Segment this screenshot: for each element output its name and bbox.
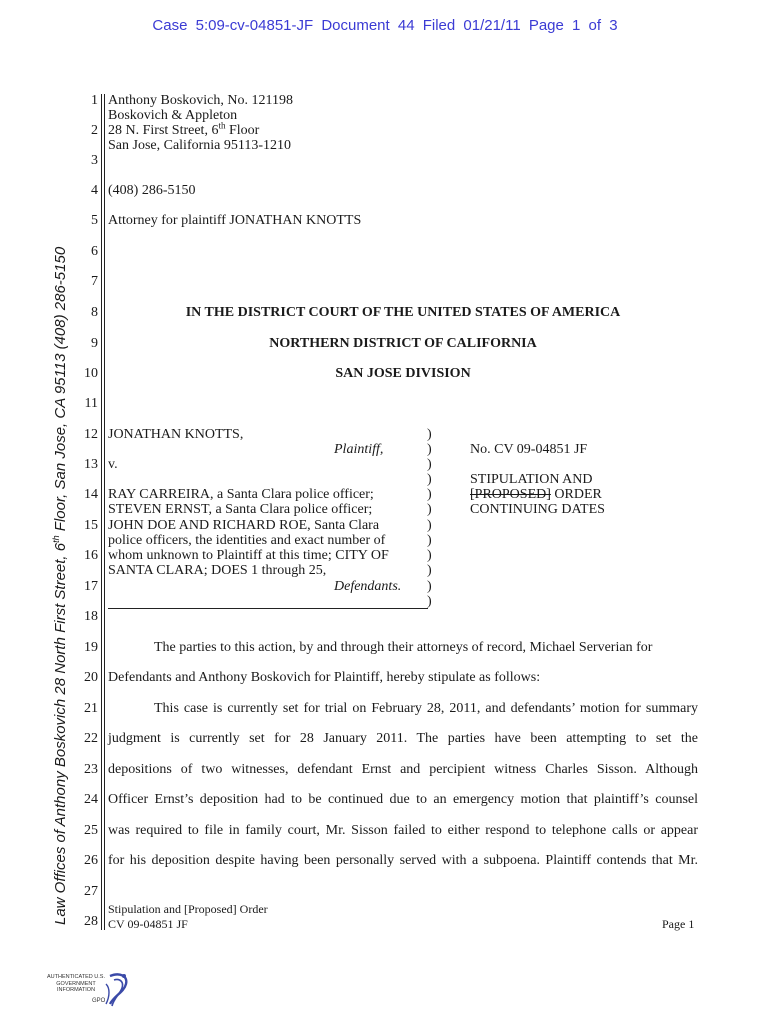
court-division: SAN JOSE DIVISION (335, 366, 471, 381)
sidebar-text: Law Offices of Anthony Boskovich 28 North First Street, 6 (52, 542, 69, 925)
line-number: 11 (84, 396, 98, 411)
footer-case: CV 09-04851 JF (108, 917, 188, 931)
eagle-icon (40, 970, 140, 1012)
attorney-name: Anthony Boskovich, No. 121198 (108, 93, 293, 108)
line-number: 22 (84, 731, 98, 746)
line-number: 16 (84, 548, 98, 563)
caption-paren: ) (427, 563, 432, 578)
document-title-line2 (470, 487, 602, 503)
defendant-line: STEVEN ERNST, a Santa Clara police officer; (108, 502, 373, 517)
body-line: The parties to this action, by and through their attorneys of record, Michael Serverian for (154, 640, 653, 655)
line-number: 21 (84, 701, 98, 716)
line-number: 25 (84, 823, 98, 838)
sidebar-text-end: Floor, San Jose, CA 95113 (408) 286-5150 (52, 246, 69, 536)
defendant-line: SANTA CLARA; DOES 1 through 25, (108, 563, 327, 578)
line-number: 9 (91, 336, 98, 351)
case-number: No. CV 09-04851 JF (470, 442, 588, 457)
gpo-label: GPO (92, 998, 106, 1004)
line-number: 28 (84, 914, 98, 929)
line-number: 18 (84, 609, 98, 624)
caption-paren: ) (427, 442, 432, 457)
attorney-firm: Boskovich & Appleton (108, 108, 238, 123)
caption-paren: ) (427, 487, 432, 502)
defendant-line: RAY CARREIRA, a Santa Clara police officer; (108, 487, 374, 502)
caption-paren: ) (427, 472, 432, 487)
caption-paren: ) (427, 502, 432, 517)
line-number: 26 (84, 853, 98, 868)
footer-title: Stipulation and [Proposed] Order (108, 902, 268, 916)
body-line: Defendants and Anthony Boskovich for Plaintiff, hereby stipulate as follows: (108, 670, 541, 685)
line-number: 24 (84, 792, 98, 807)
line-number: 1 (91, 93, 98, 108)
caption-paren: ) (427, 533, 432, 548)
plaintiff-label: Plaintiff, (334, 442, 384, 457)
sidebar-sup: th (51, 535, 61, 543)
body-line: judgment is currently set for 28 January 2011. The parties have been attempting to set the (108, 731, 698, 746)
line-number: 6 (91, 244, 98, 259)
body-line: was required to file in family court, Mr. Sisson failed to either respond to telephone calls or appear (108, 823, 698, 838)
versus: v. (108, 457, 118, 472)
line-number: 10 (84, 366, 98, 381)
gpo-logo (40, 970, 140, 1012)
line-number: 13 (84, 457, 98, 472)
footer-page: Page 1 (662, 917, 695, 931)
attorney-street (108, 120, 260, 139)
attorney-city: San Jose, California 95113-1210 (108, 138, 292, 153)
line-number: 8 (91, 305, 98, 320)
caption-paren: ) (427, 457, 432, 472)
body-line: Officer Ernst’s deposition had to be continued due to an emergency motion that plaintiff’s counsel (108, 792, 698, 807)
line-number: 12 (84, 427, 98, 442)
body-line: for his deposition despite having been personally served with a subpoena. Plaintiff contends that Mr. (108, 853, 698, 868)
caption-paren: ) (427, 427, 432, 442)
line-number: 5 (91, 213, 98, 228)
street-sup: th (218, 120, 226, 131)
document-title-line3: CONTINUING DATES (470, 502, 605, 517)
line-number: 17 (84, 579, 98, 594)
body-line: depositions of two witnesses, defendant Ernst and percipient witness Charles Sisson. Although (108, 762, 698, 777)
line-number: 14 (84, 487, 98, 502)
line-number: 2 (91, 123, 98, 138)
line-number: 23 (84, 762, 98, 777)
caption-paren: ) (427, 594, 432, 609)
court-title: IN THE DISTRICT COURT OF THE UNITED STATES OF AMERICA (185, 305, 621, 320)
ecf-header: Case 5:09-cv-04851-JF Document 44 Filed 01/21/11 Page 1 of 3 (152, 17, 618, 34)
caption-paren: ) (427, 548, 432, 563)
line-number: 4 (91, 183, 98, 198)
defendant-line: whom unknown to Plaintiff at this time; CITY OF (108, 548, 389, 563)
attorney-phone: (408) 286-5150 (108, 183, 196, 198)
defendant-line: police officers, the identities and exact number of (108, 533, 386, 548)
line-number: 7 (91, 274, 98, 289)
body-line: This case is currently set for trial on February 28, 2011, and defendants’ motion for summary (154, 701, 698, 716)
line-number: 19 (84, 640, 98, 655)
line-number: 20 (84, 670, 98, 685)
street-text: 28 N. First Street, 6 (108, 123, 219, 138)
street-text-end: Floor (225, 123, 260, 138)
caption-rule (108, 608, 428, 609)
plaintiff-name: JONATHAN KNOTTS, (108, 427, 244, 442)
defendant-line: JOHN DOE AND RICHARD ROE, Santa Clara (108, 518, 380, 533)
line-number: 27 (84, 884, 98, 899)
caption-paren: ) (427, 518, 432, 533)
caption-paren: ) (427, 579, 432, 594)
court-district: NORTHERN DISTRICT OF CALIFORNIA (269, 336, 537, 351)
firm-sidebar (50, 65, 72, 925)
order-text: ORDER (550, 487, 602, 502)
defendants-label: Defendants. (334, 579, 402, 594)
pleading-margin-rule (101, 94, 105, 930)
gpo-logo-text: AUTHENTICATED U.S. GOVERNMENT INFORMATION (47, 974, 105, 993)
proposed-struck: [PROPOSED] (470, 487, 551, 502)
line-number: 3 (91, 153, 98, 168)
line-number: 15 (84, 518, 98, 533)
attorney-role: Attorney for plaintiff JONATHAN KNOTTS (108, 213, 362, 228)
document-title-line1: STIPULATION AND (470, 472, 593, 487)
